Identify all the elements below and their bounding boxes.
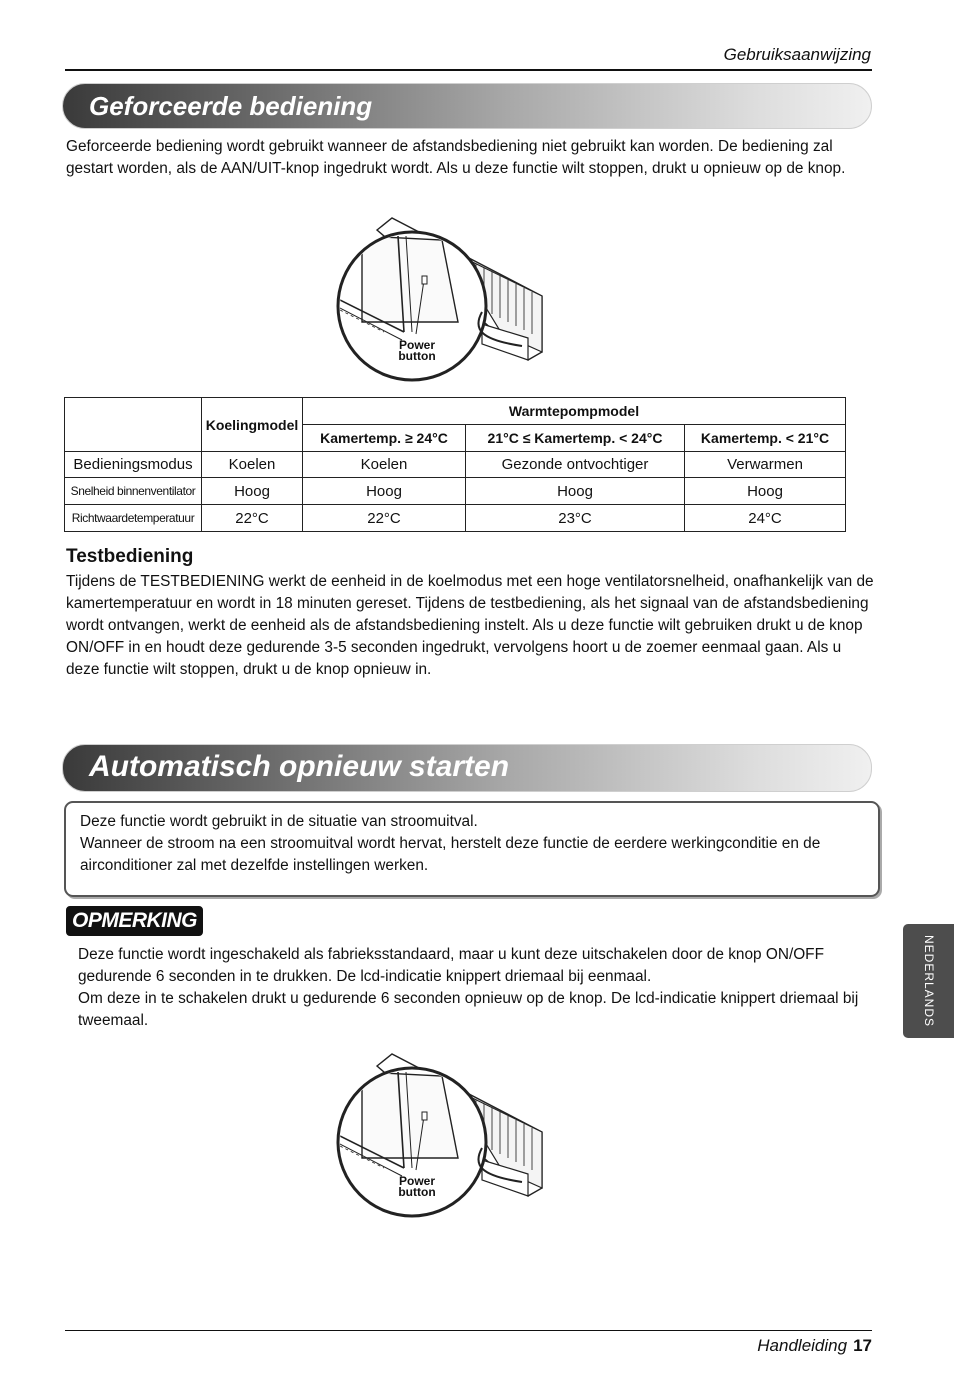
table-cell: 23°C bbox=[466, 505, 685, 532]
page-number: 17 bbox=[853, 1336, 872, 1355]
table-cell: Verwarmen bbox=[685, 452, 846, 478]
note-paragraph bbox=[78, 944, 876, 1032]
language-tab-label: NEDERLANDS bbox=[921, 934, 936, 1028]
running-header: Gebruiksaanwijzing bbox=[723, 45, 871, 64]
section-title: Automatisch opnieuw starten bbox=[89, 750, 510, 783]
row-label: Richtwaardetemperatuur bbox=[65, 505, 202, 532]
table-cell: 22°C bbox=[202, 505, 303, 532]
table-row bbox=[65, 505, 846, 532]
table-row bbox=[65, 478, 846, 505]
test-paragraph: Tijdens de TESTBEDIENING werkt de eenheid in de koelmodus met een hoge ventilatorsnelheid, onafhankelijk van de kamertemperatuur en wordt in 18 minuten gereset. Tijdens de testbediening, als het signaal van de afstandsbediening wordt ontvangen, werkt de eenheid als de afstandsbediening instelt. Als u deze functie wilt gebruiken drukt u de knop ON/OFF in en houdt deze gedurende 3-5 seconden ingedrukt, vervolgens hoort u de zoemer eenmaal gaan. Als u deze functie wilt stoppen, drukt u de knop opnieuw in. bbox=[66, 573, 874, 678]
table-row bbox=[65, 452, 846, 478]
sub-col-header: Kamertemp. ≥ 24°C bbox=[303, 425, 466, 452]
power-button-label-line2: button bbox=[398, 349, 436, 363]
power-button-label bbox=[387, 340, 447, 362]
box-line: Deze functie wordt gebruikt in de situatie van stroomuitval. bbox=[80, 813, 478, 830]
power-button-label-line1: Power bbox=[398, 1174, 435, 1188]
footer-label: Handleiding bbox=[757, 1336, 848, 1355]
row-label: Snelheid binnenventilator bbox=[65, 478, 202, 505]
note-text: Om deze in te schakelen drukt u gedurende 6 seconden opnieuw op de knop. De lcd-indicatie knippert driemaal bij tweemaal. bbox=[78, 990, 859, 1029]
section-title: Geforceerde bediening bbox=[89, 91, 373, 121]
language-tab bbox=[903, 924, 954, 1038]
power-button-label bbox=[387, 1176, 447, 1198]
power-button-label-line2: button bbox=[398, 1185, 436, 1199]
note-text: Deze functie wordt ingeschakeld als fabrieksstandaard, maar u kunt deze uitschakelen door de knop ON/OFF gedurende 6 seconden in te drukken. De lcd-indicatie knippert driemaal bij eenmaal. bbox=[78, 946, 824, 985]
test-heading: Testbediening bbox=[66, 546, 194, 567]
power-button-illustration bbox=[332, 212, 552, 384]
note-badge: OPMERKING bbox=[66, 906, 203, 936]
table-cell: Hoog bbox=[202, 478, 303, 505]
auto-restart-box bbox=[64, 801, 880, 897]
sub-col-header: 21°C ≤ Kamertemp. < 24°C bbox=[466, 425, 685, 452]
footer-rule bbox=[65, 1330, 872, 1331]
intro-paragraph: Geforceerde bediening wordt gebruikt wanneer de afstandsbediening niet gebruikt kan worden. De bediening zal gestart worden, als de AAN/UIT-knop ingedrukt wordt. Als u deze functie wilt stoppen, drukt u opnieuw op de knop. bbox=[66, 138, 846, 177]
section-title-bar bbox=[62, 744, 872, 792]
table-cell: Gezonde ontvochtiger bbox=[466, 452, 685, 478]
operating-mode-table bbox=[64, 397, 846, 532]
col-header-cooling: Koelingmodel bbox=[202, 398, 303, 452]
table-cell: 24°C bbox=[685, 505, 846, 532]
col-header-heatpump: Warmtepompmodel bbox=[303, 398, 846, 425]
section-title-bar bbox=[62, 83, 872, 129]
table-cell: 22°C bbox=[303, 505, 466, 532]
table-cell: Koelen bbox=[202, 452, 303, 478]
table-cell: Koelen bbox=[303, 452, 466, 478]
table-corner-cell bbox=[65, 398, 202, 452]
table-cell: Hoog bbox=[303, 478, 466, 505]
row-label: Bedieningsmodus bbox=[65, 452, 202, 478]
table-cell: Hoog bbox=[466, 478, 685, 505]
box-line: Wanneer de stroom na een stroomuitval wordt hervat, herstelt deze functie de eerdere werkingconditie en de airconditioner zal met dezelfde instellingen werken. bbox=[80, 835, 821, 874]
table-cell: Hoog bbox=[685, 478, 846, 505]
power-button-label-line1: Power bbox=[398, 338, 435, 352]
sub-col-header: Kamertemp. < 21°C bbox=[685, 425, 846, 452]
footer bbox=[757, 1336, 872, 1356]
power-button-illustration bbox=[332, 1048, 552, 1220]
header-rule bbox=[65, 69, 872, 71]
